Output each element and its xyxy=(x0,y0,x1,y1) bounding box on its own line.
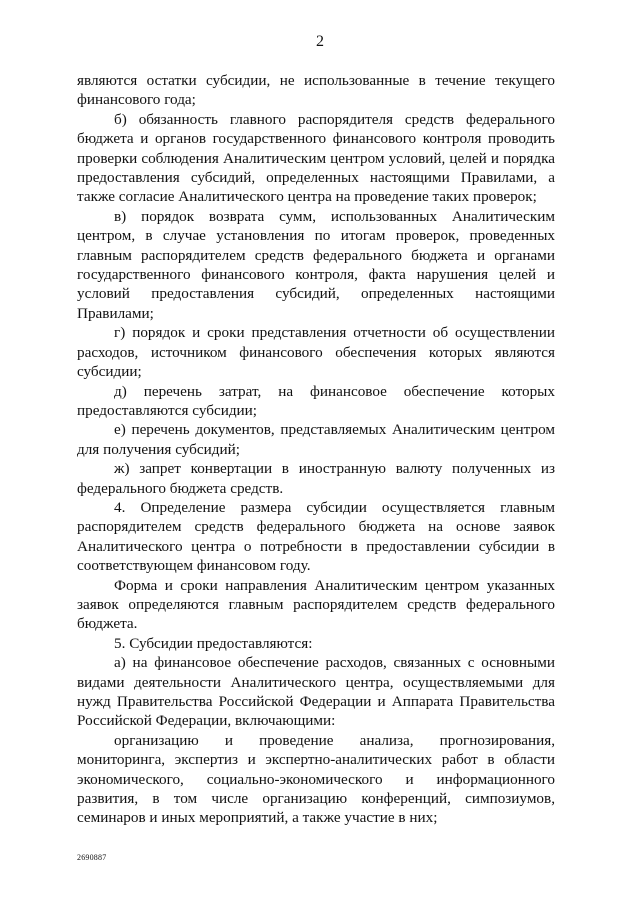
document-code: 2690887 xyxy=(77,853,107,862)
paragraph-item-a: а) на финансовое обеспечение расходов, связанных с основными видами деятельности Аналитического центра, осуществляемыми для нужд Правительства Российской Федерации и Аппарата Правительства Российской Федерации, включающими: xyxy=(77,654,555,730)
paragraph-item-d: д) перечень затрат, на финансовое обеспечение которых предоставляются субсидии; xyxy=(77,382,555,419)
page-number: 2 xyxy=(316,33,324,50)
paragraph-item-b: б) обязанность главного распорядителя средств федерального бюджета и органов государственного финансового контроля проводить проверки соблюдения Аналитическим центром условий, целей и порядка предоставления субсидий, определенных настоящими Правилами, а также согласие Аналитического центра на проведение таких проверок; xyxy=(77,110,555,206)
paragraph-item-v: в) порядок возврата сумм, использованных Аналитическим центром, в случае установления по итогам проверок, проведенных главным распорядителем средств федерального бюджета и органами государственного финансового контроля, факта нарушения целей и условий предоставления субсидий, определенных настоящими Правилами; xyxy=(77,207,555,322)
document-body xyxy=(77,71,555,828)
paragraph-activities: организацию и проведение анализа, прогнозирования, мониторинга, экспертиз и экспертно-аналитических работ в области экономического, социально-экономического и информационного развития, в том числе организацию конференций, симпозиумов, семинаров и иных мероприятий, а также участие в них; xyxy=(77,731,555,827)
paragraph-clause-4-form: Форма и сроки направления Аналитическим центром указанных заявок определяются главным распорядителем средств федерального бюджета. xyxy=(77,576,555,633)
paragraph-clause-5: 5. Субсидии предоставляются: xyxy=(114,634,313,652)
paragraph-clause-4: 4. Определение размера субсидии осуществляется главным распорядителем средств федерального бюджета на основе заявок Аналитического центра о потребности в предоставлении субсидии в соответствующем финансовом году. xyxy=(77,498,555,575)
paragraph-item-g: г) порядок и сроки представления отчетности об осуществлении расходов, источником финансового обеспечения которых являются субсидии; xyxy=(77,324,555,381)
paragraph-item-zh: ж) запрет конвертации в иностранную валюту полученных из федерального бюджета средств. xyxy=(77,460,555,497)
paragraph: являются остатки субсидии, не использованные в течение текущего финансового года; xyxy=(77,72,555,109)
paragraph-item-e: е) перечень документов, представляемых Аналитическим центром для получения субсидий; xyxy=(77,421,555,458)
